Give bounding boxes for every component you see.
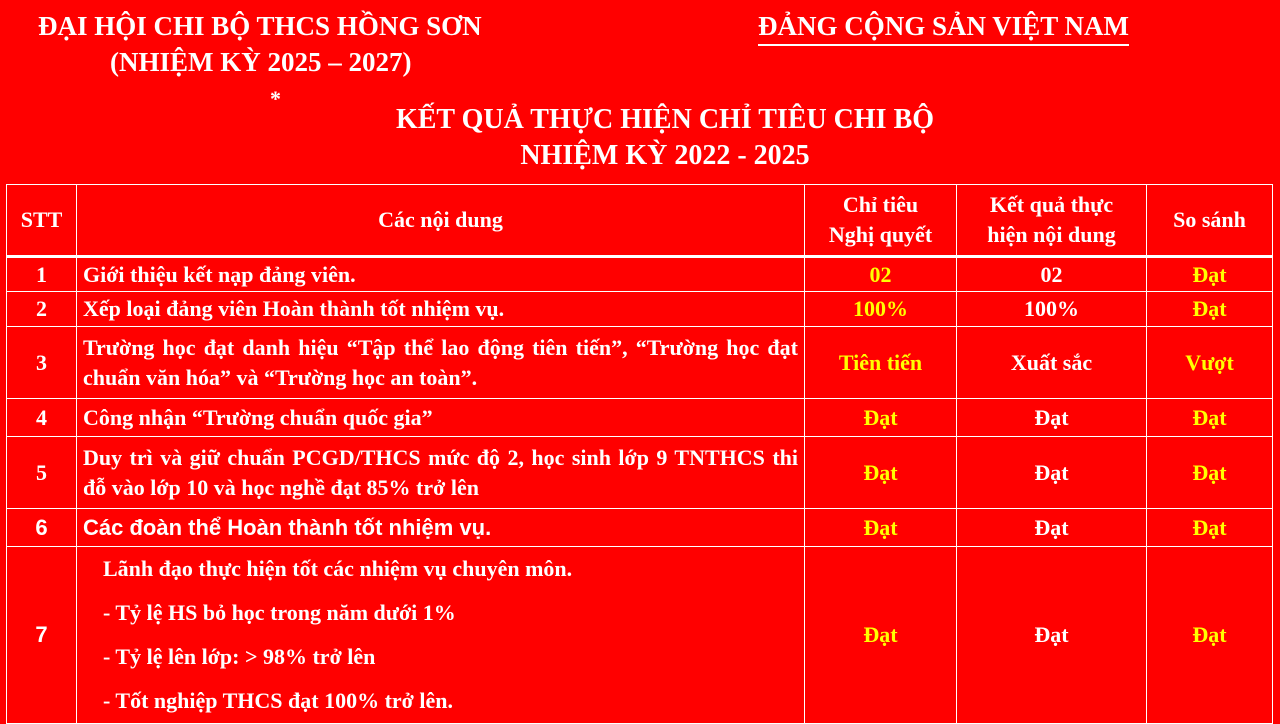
cell-content: Công nhận “Trường chuẩn quốc gia” — [77, 399, 805, 437]
header-compare: So sánh — [1147, 185, 1273, 257]
header-content: Các nội dung — [77, 185, 805, 257]
table-row — [7, 547, 1273, 724]
party-name: ĐẢNG CỘNG SẢN VIỆT NAM — [758, 8, 1129, 46]
term-label: (NHIỆM KỲ 2025 – 2027) — [110, 47, 412, 77]
table-row — [7, 257, 1273, 292]
table-row — [7, 509, 1273, 547]
cell-content: Trường học đạt danh hiệu “Tập thể lao động tiên tiến”, “Trường học đạt chuẩn văn hóa” và “Trường học an toàn”. — [77, 327, 805, 399]
cell-result: Đạt — [957, 547, 1147, 724]
header-left — [38, 8, 598, 80]
cell-result: Đạt — [957, 437, 1147, 509]
cell-result: 02 — [957, 257, 1147, 292]
cell-compare: Đạt — [1147, 292, 1273, 327]
cell-target: Đạt — [805, 547, 957, 724]
table-row — [7, 437, 1273, 509]
header-target — [805, 185, 957, 257]
cell-stt: 5 — [7, 437, 77, 509]
content-line: - Tỷ lệ lên lớp: > 98% trở lên — [103, 644, 376, 669]
congress-title: ĐẠI HỘI CHI BỘ THCS HỒNG SƠN — [38, 11, 482, 41]
cell-compare: Đạt — [1147, 257, 1273, 292]
header-target-line1: Chỉ tiêu — [842, 192, 919, 217]
cell-content: Giới thiệu kết nạp đảng viên. — [77, 257, 805, 292]
header-result-line2: hiện nội dung — [987, 222, 1116, 247]
title-line-1: KẾT QUẢ THỰC HIỆN CHỈ TIÊU CHI BỘ — [395, 104, 935, 135]
cell-result: Đạt — [957, 509, 1147, 547]
cell-compare: Đạt — [1147, 509, 1273, 547]
table-header-row — [7, 185, 1273, 257]
cell-target: Đạt — [805, 509, 957, 547]
cell-target: Tiên tiến — [805, 327, 957, 399]
content-line: Lãnh đạo thực hiện tốt các nhiệm vụ chuyên môn. — [103, 556, 573, 581]
cell-content: Xếp loại đảng viên Hoàn thành tốt nhiệm vụ. — [77, 292, 805, 327]
cell-compare: Vượt — [1147, 327, 1273, 399]
cell-stt: 4 — [7, 399, 77, 437]
table-row — [7, 292, 1273, 327]
cell-content: Duy trì và giữ chuẩn PCGD/THCS mức độ 2, học sinh lớp 9 TNTHCS thi đỗ vào lớp 10 và học nghề đạt 85% trở lên — [77, 437, 805, 509]
cell-stt: 2 — [7, 292, 77, 327]
table-row — [7, 399, 1273, 437]
page-title — [0, 102, 1280, 174]
cell-content: Các đoàn thể Hoàn thành tốt nhiệm vụ. — [77, 509, 805, 547]
cell-stt: 1 — [7, 257, 77, 292]
cell-result: Đạt — [957, 399, 1147, 437]
cell-result: Xuất sắc — [957, 327, 1147, 399]
title-line-2: NHIỆM KỲ 2022 - 2025 — [520, 140, 810, 171]
results-table — [6, 184, 1273, 724]
cell-stt: 6 — [7, 509, 77, 547]
header-result-line1: Kết quả thực — [989, 192, 1114, 217]
header-target-line2: Nghị quyết — [828, 222, 933, 247]
cell-target: Đạt — [805, 399, 957, 437]
content-line: - Tỷ lệ HS bỏ học trong năm dưới 1% — [103, 600, 456, 625]
cell-content — [77, 547, 805, 724]
table-row — [7, 327, 1273, 399]
cell-stt: 7 — [7, 547, 77, 724]
cell-compare: Đạt — [1147, 547, 1273, 724]
cell-stt: 3 — [7, 327, 77, 399]
cell-result: 100% — [957, 292, 1147, 327]
content-line: - Tốt nghiệp THCS đạt 100% trở lên. — [103, 688, 453, 713]
cell-target: Đạt — [805, 437, 957, 509]
cell-target: 02 — [805, 257, 957, 292]
cell-target: 100% — [805, 292, 957, 327]
cell-compare: Đạt — [1147, 399, 1273, 437]
header-result — [957, 185, 1147, 257]
header-stt: STT — [7, 185, 77, 257]
star-mark: * — [270, 86, 281, 111]
cell-compare: Đạt — [1147, 437, 1273, 509]
